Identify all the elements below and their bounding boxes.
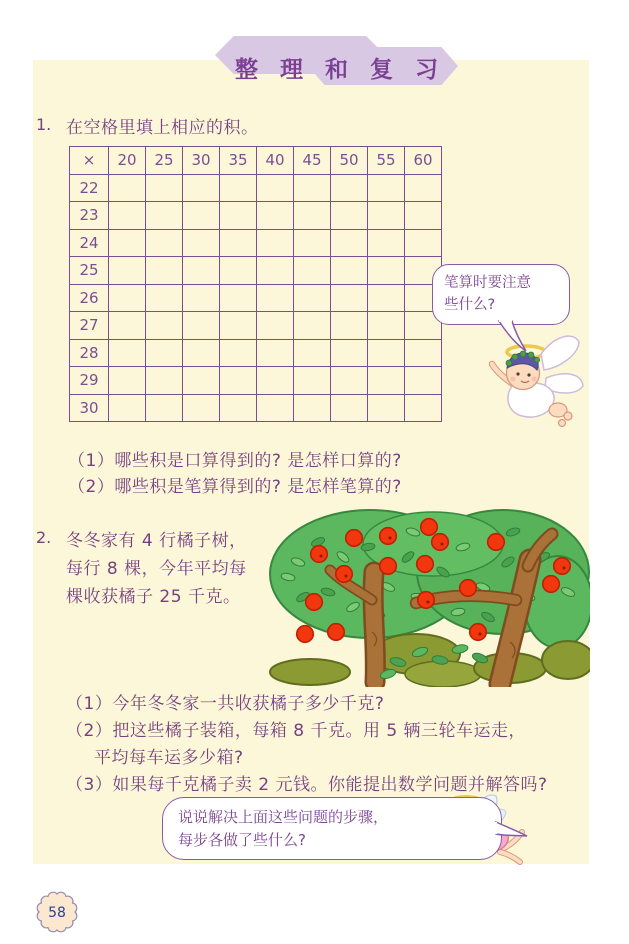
row-label-cell: 22: [70, 174, 109, 202]
product-cell-empty: [257, 257, 294, 285]
question1-sub2: （2）哪些积是笔算得到的? 是怎样笔算的?: [68, 477, 402, 497]
product-cell-empty: [146, 202, 183, 230]
table-header-cell: 20: [109, 147, 146, 175]
product-cell-empty: [368, 367, 405, 395]
product-cell-empty: [109, 229, 146, 257]
row-label-cell: 26: [70, 284, 109, 312]
product-cell-empty: [368, 174, 405, 202]
table-header-cell-x: ×: [70, 147, 109, 175]
product-cell-empty: [331, 312, 368, 340]
speech-bubble-bottom: [162, 797, 502, 860]
row-label-cell: 29: [70, 367, 109, 395]
product-cell-empty: [146, 229, 183, 257]
foot: [564, 412, 572, 420]
question2-sub2-cont: 平均每车运多少箱?: [94, 748, 244, 768]
product-cell-empty: [331, 202, 368, 230]
product-cell-empty: [109, 174, 146, 202]
product-cell-empty: [109, 339, 146, 367]
product-cell-empty: [146, 312, 183, 340]
table-header-cell: 25: [146, 147, 183, 175]
table-row: [70, 202, 442, 230]
product-cell-empty: [257, 312, 294, 340]
product-cell-empty: [220, 312, 257, 340]
table-header-cell: 45: [294, 147, 331, 175]
product-cell-empty: [109, 257, 146, 285]
table-header-cell: 60: [405, 147, 442, 175]
product-cell-empty: [294, 394, 331, 422]
product-cell-empty: [146, 394, 183, 422]
product-cell-empty: [368, 394, 405, 422]
speech-bubble-bottom-tail: [495, 818, 533, 844]
product-cell-empty: [405, 202, 442, 230]
table-row: [70, 229, 442, 257]
question1-number: 1.: [36, 115, 52, 134]
multiplication-table: [69, 146, 442, 422]
product-cell-empty: [331, 284, 368, 312]
wing-icon: [541, 336, 579, 370]
product-cell-empty: [257, 202, 294, 230]
question2-sub3: （3）如果每千克橘子卖 2 元钱。你能提出数学问题并解答吗?: [66, 775, 548, 795]
table-header-cell: 30: [183, 147, 220, 175]
product-cell-empty: [257, 174, 294, 202]
product-cell-empty: [109, 312, 146, 340]
product-cell-empty: [109, 367, 146, 395]
speech-bubble-top-line1: 笔算时要注意: [444, 275, 531, 291]
table-row: [70, 367, 442, 395]
question1-prompt: 在空格里填上相应的积。: [66, 118, 259, 138]
product-cell-empty: [183, 339, 220, 367]
page-number: 58: [48, 905, 66, 921]
question2-line3: 棵收获橘子 25 千克。: [66, 587, 241, 607]
product-cell-empty: [109, 202, 146, 230]
product-cell-empty: [220, 339, 257, 367]
table-header-cell: 50: [331, 147, 368, 175]
table-header-cell: 55: [368, 147, 405, 175]
product-cell-empty: [146, 339, 183, 367]
question2-sub1: （1）今年冬冬家一共收获橘子多少千克?: [66, 694, 385, 714]
row-label-cell: 30: [70, 394, 109, 422]
product-cell-empty: [331, 367, 368, 395]
question1-sub1: （1）哪些积是口算得到的? 是怎样口算的?: [68, 451, 402, 471]
table-row: [70, 394, 442, 422]
product-cell-empty: [257, 339, 294, 367]
product-cell-empty: [368, 257, 405, 285]
product-cell-empty: [368, 229, 405, 257]
product-cell-empty: [109, 284, 146, 312]
table-header-cell: 40: [257, 147, 294, 175]
row-label-cell: 25: [70, 257, 109, 285]
product-cell-empty: [183, 202, 220, 230]
row-label-cell: 24: [70, 229, 109, 257]
table-header-row: [70, 147, 442, 175]
product-cell-empty: [183, 394, 220, 422]
table-row: [70, 339, 442, 367]
product-cell-empty: [220, 367, 257, 395]
product-cell-empty: [294, 202, 331, 230]
question2-number: 2.: [36, 528, 52, 547]
product-cell-empty: [257, 284, 294, 312]
speech-bubble-top-tail: [492, 320, 532, 354]
question2-line2: 每行 8 棵，今年平均每: [66, 559, 247, 579]
product-cell-empty: [183, 174, 220, 202]
row-label-cell: 23: [70, 202, 109, 230]
product-cell-empty: [220, 174, 257, 202]
product-cell-empty: [294, 339, 331, 367]
table-row: [70, 257, 442, 285]
product-cell-empty: [146, 284, 183, 312]
row-label-cell: 28: [70, 339, 109, 367]
product-cell-empty: [294, 174, 331, 202]
product-cell-empty: [405, 367, 442, 395]
speech-bubble-top: [432, 264, 570, 325]
speech-bubble-bottom-line1: 说说解决上面这些问题的步骤，: [178, 808, 389, 826]
orange-trees-illustration: [258, 502, 590, 687]
page-number-badge: [36, 891, 78, 933]
speech-bubble-top-line2: 些什么?: [444, 297, 496, 314]
question2-sub2: （2）把这些橘子装箱，每箱 8 千克。用 5 辆三轮车运走，: [66, 721, 527, 741]
table-row: [70, 174, 442, 202]
product-cell-empty: [331, 339, 368, 367]
product-cell-empty: [368, 339, 405, 367]
product-cell-empty: [183, 229, 220, 257]
product-cell-empty: [368, 284, 405, 312]
table-header-cell: 35: [220, 147, 257, 175]
speech-bubble-bottom-line2: 每步各做了些什么?: [178, 830, 306, 849]
table-row: [70, 284, 442, 312]
product-cell-empty: [257, 367, 294, 395]
product-cell-empty: [220, 284, 257, 312]
product-cell-empty: [368, 312, 405, 340]
product-cell-empty: [405, 229, 442, 257]
product-cell-empty: [294, 284, 331, 312]
product-cell-empty: [405, 174, 442, 202]
product-cell-empty: [294, 312, 331, 340]
product-cell-empty: [331, 257, 368, 285]
table-row: [70, 312, 442, 340]
foot: [559, 420, 566, 427]
product-cell-empty: [220, 394, 257, 422]
product-cell-empty: [257, 229, 294, 257]
product-cell-empty: [220, 202, 257, 230]
product-cell-empty: [146, 257, 183, 285]
product-cell-empty: [294, 257, 331, 285]
product-cell-empty: [331, 174, 368, 202]
product-cell-empty: [257, 394, 294, 422]
product-cell-empty: [294, 367, 331, 395]
product-cell-empty: [220, 257, 257, 285]
product-cell-empty: [183, 257, 220, 285]
page-title: 整 理 和 复 习: [234, 57, 446, 83]
product-cell-empty: [405, 339, 442, 367]
product-cell-empty: [183, 367, 220, 395]
product-cell-empty: [368, 202, 405, 230]
question2-line1: 冬冬家有 4 行橘子树，: [66, 531, 247, 551]
product-cell-empty: [331, 229, 368, 257]
product-cell-empty: [183, 312, 220, 340]
product-cell-empty: [183, 284, 220, 312]
product-cell-empty: [146, 174, 183, 202]
product-cell-empty: [294, 229, 331, 257]
product-cell-empty: [331, 394, 368, 422]
product-cell-empty: [405, 394, 442, 422]
product-cell-empty: [220, 229, 257, 257]
product-cell-empty: [146, 367, 183, 395]
product-cell-empty: [109, 394, 146, 422]
row-label-cell: 27: [70, 312, 109, 340]
